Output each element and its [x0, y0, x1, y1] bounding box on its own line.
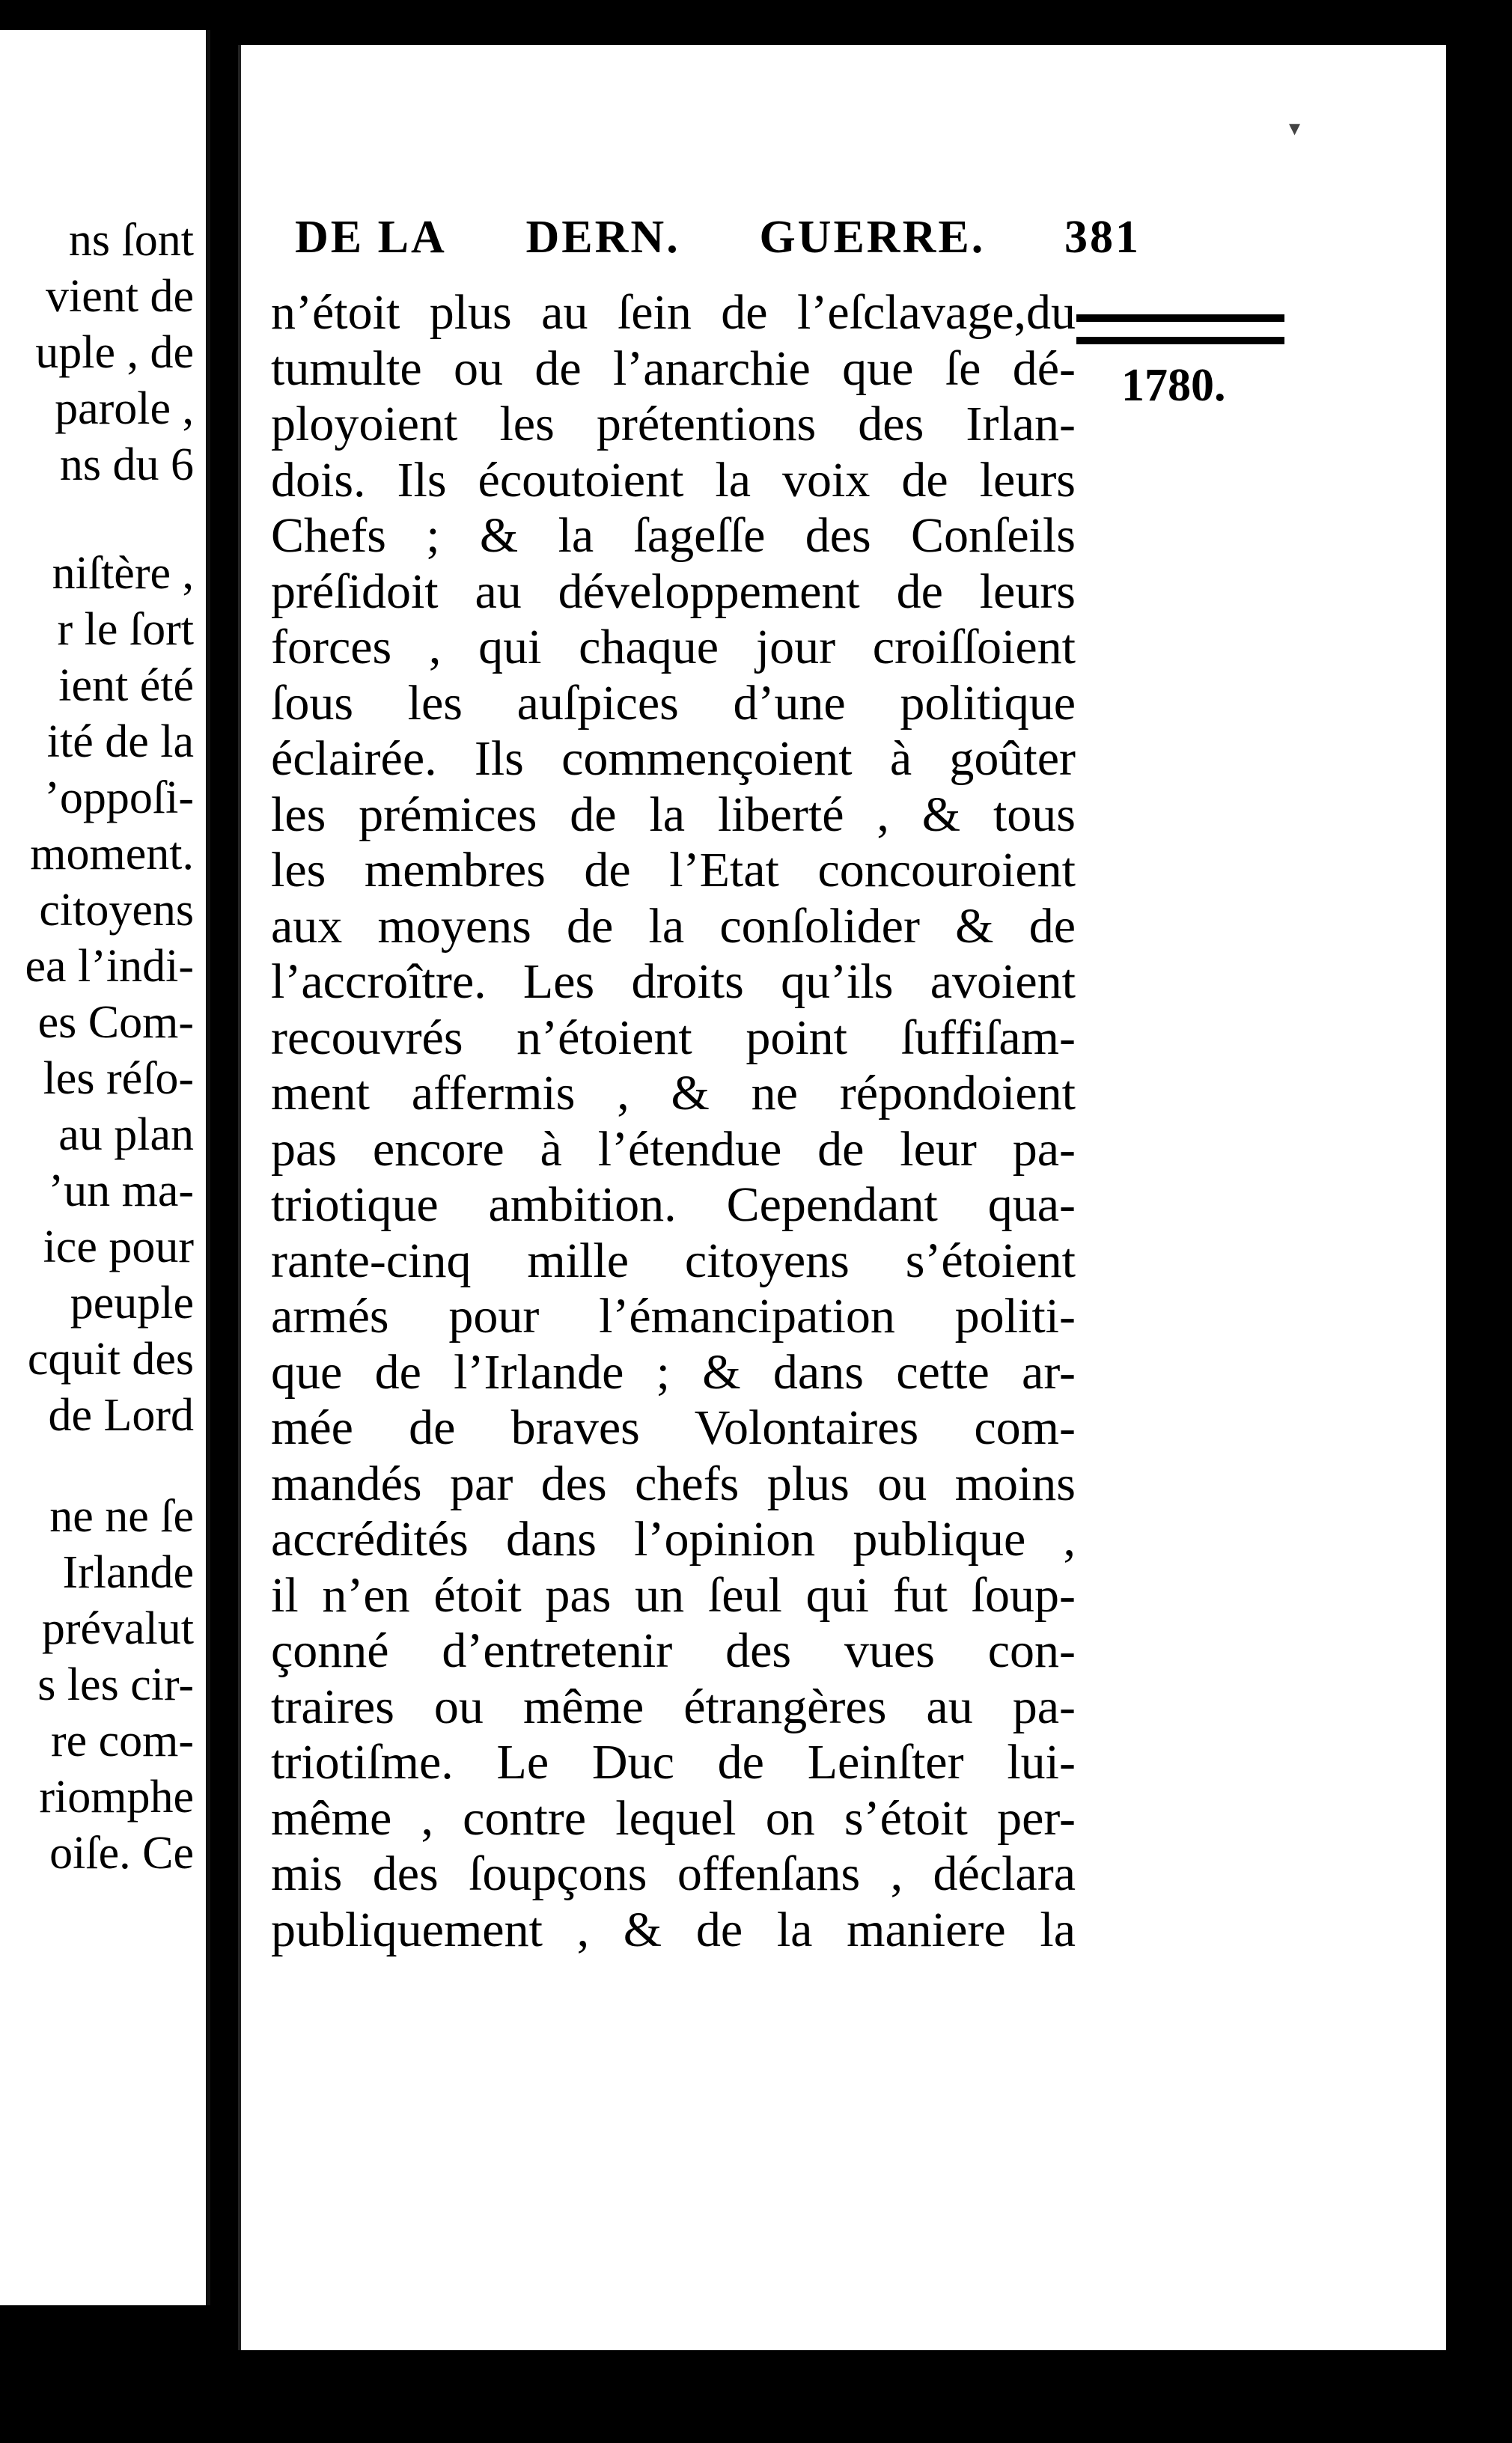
- body-text-line: les membres de l’Etat concouroient: [271, 843, 1076, 897]
- body-text-line: traires ou même étrangères au pa-: [271, 1679, 1076, 1734]
- body-text-line: armés pour l’émancipation politi-: [271, 1289, 1076, 1344]
- left-page-line: re com-: [50, 1715, 194, 1766]
- body-text-line: accrédités dans l’opinion publique ,: [271, 1512, 1076, 1567]
- header-word-2: DERN.: [525, 212, 680, 263]
- body-text-line: ment affermis , & ne répondoient: [271, 1066, 1076, 1120]
- running-header: [295, 211, 1141, 264]
- body-text-line: ployoient les prétentions des Irlan-: [271, 397, 1076, 451]
- body-text-line: triotiſme. Le Duc de Leinſter lui-: [271, 1735, 1076, 1790]
- body-text-line: forces , qui chaque jour croiſſoient: [271, 620, 1076, 674]
- left-page-line: ns ſont: [68, 215, 194, 266]
- body-text-line: ſous les auſpices d’une politique: [271, 675, 1076, 731]
- left-page-line: Irlande: [62, 1547, 194, 1598]
- left-page-line: citoyens: [39, 885, 194, 936]
- left-page-line: prévalut: [41, 1603, 194, 1654]
- header-word-3: GUERRE.: [759, 212, 986, 263]
- left-page-line: ient été: [58, 660, 194, 711]
- body-text-line: dois. Ils écoutoient la voix de leurs: [271, 452, 1076, 507]
- page-speck: ▾: [1289, 116, 1301, 141]
- body-text-line: préſidoit au développement de leurs: [271, 564, 1076, 619]
- body-text-line: mandés par des chefs plus ou moins: [271, 1456, 1076, 1511]
- left-page-line: ’un ma-: [48, 1165, 194, 1216]
- body-text-line: tumulte ou de l’anarchie que ſe dé-: [271, 341, 1076, 396]
- left-page-fragment: [0, 30, 210, 2305]
- margin-date: 1780.: [1121, 360, 1226, 411]
- left-page-line: r le ſort: [57, 604, 194, 655]
- left-page-line: ité de la: [46, 716, 194, 767]
- body-text-line: mis des ſoupçons offenſans , déclara: [271, 1846, 1076, 1901]
- right-page: [238, 45, 1446, 2350]
- left-page-line: ns du 6: [59, 439, 194, 490]
- left-page-line: les réſo-: [43, 1053, 194, 1104]
- body-text-line: recouvrés n’étoient point ſuffiſam-: [271, 1010, 1076, 1065]
- body-text-line: Chefs ; & la ſageſſe des Conſeils: [271, 508, 1076, 563]
- left-page-line: parole ,: [55, 383, 194, 434]
- left-page-line: ne ne ſe: [49, 1491, 194, 1542]
- left-page-line: vient de: [46, 271, 194, 322]
- body-text-line: l’accroître. Les droits qu’ils avoient: [271, 954, 1076, 1009]
- page-number: 381: [1064, 212, 1141, 263]
- left-page-line: niſtère ,: [52, 548, 194, 599]
- body-text-line: mée de braves Volontaires com-: [271, 1400, 1076, 1455]
- body-text-line: pas encore à l’étendue de leur pa-: [271, 1121, 1076, 1177]
- body-text-line: les prémices de la liberté , & tous: [271, 787, 1076, 842]
- body-text-line: que de l’Irlande ; & dans cette ar-: [271, 1344, 1076, 1400]
- body-text-line: n’étoit plus au ſein de l’eſclavage,du: [271, 285, 1076, 340]
- left-page-line: ea l’indi-: [25, 941, 194, 992]
- left-page-line: cquit des: [27, 1334, 194, 1385]
- left-page-line: s les cir-: [37, 1659, 194, 1710]
- left-page-line: moment.: [30, 829, 194, 879]
- body-text-line: aux moyens de la conſolider & de: [271, 898, 1076, 954]
- margin-rule-top: [1076, 314, 1284, 322]
- body-text-line: éclairée. Ils commençoient à goûter: [271, 731, 1076, 786]
- left-page-line: ’oppoſi-: [44, 772, 194, 823]
- left-page-line: ice pour: [43, 1222, 194, 1272]
- left-page-line: uple , de: [35, 327, 194, 378]
- body-text-line: il n’en étoit pas un ſeul qui fut ſoup-: [271, 1567, 1076, 1623]
- left-page-line: de Lord: [48, 1390, 194, 1441]
- margin-rule-bottom: [1076, 337, 1284, 344]
- left-page-line: oiſe. Ce: [49, 1828, 194, 1879]
- left-page-line: peuple: [70, 1278, 194, 1329]
- body-text-line: même , contre lequel on s’étoit per-: [271, 1790, 1076, 1846]
- left-page-line: es Com-: [37, 997, 194, 1048]
- left-page-line: riomphe: [39, 1772, 194, 1823]
- left-page-line: au plan: [58, 1109, 194, 1160]
- body-text-line: rante-cinq mille citoyens s’étoient: [271, 1233, 1076, 1288]
- header-word-1: DE LA: [295, 212, 447, 263]
- body-text-line: publiquement , & de la maniere la: [271, 1902, 1076, 1957]
- body-text-line: triotique ambition. Cependant qua-: [271, 1177, 1076, 1232]
- body-text-line: çonné d’entretenir des vues con-: [271, 1623, 1076, 1678]
